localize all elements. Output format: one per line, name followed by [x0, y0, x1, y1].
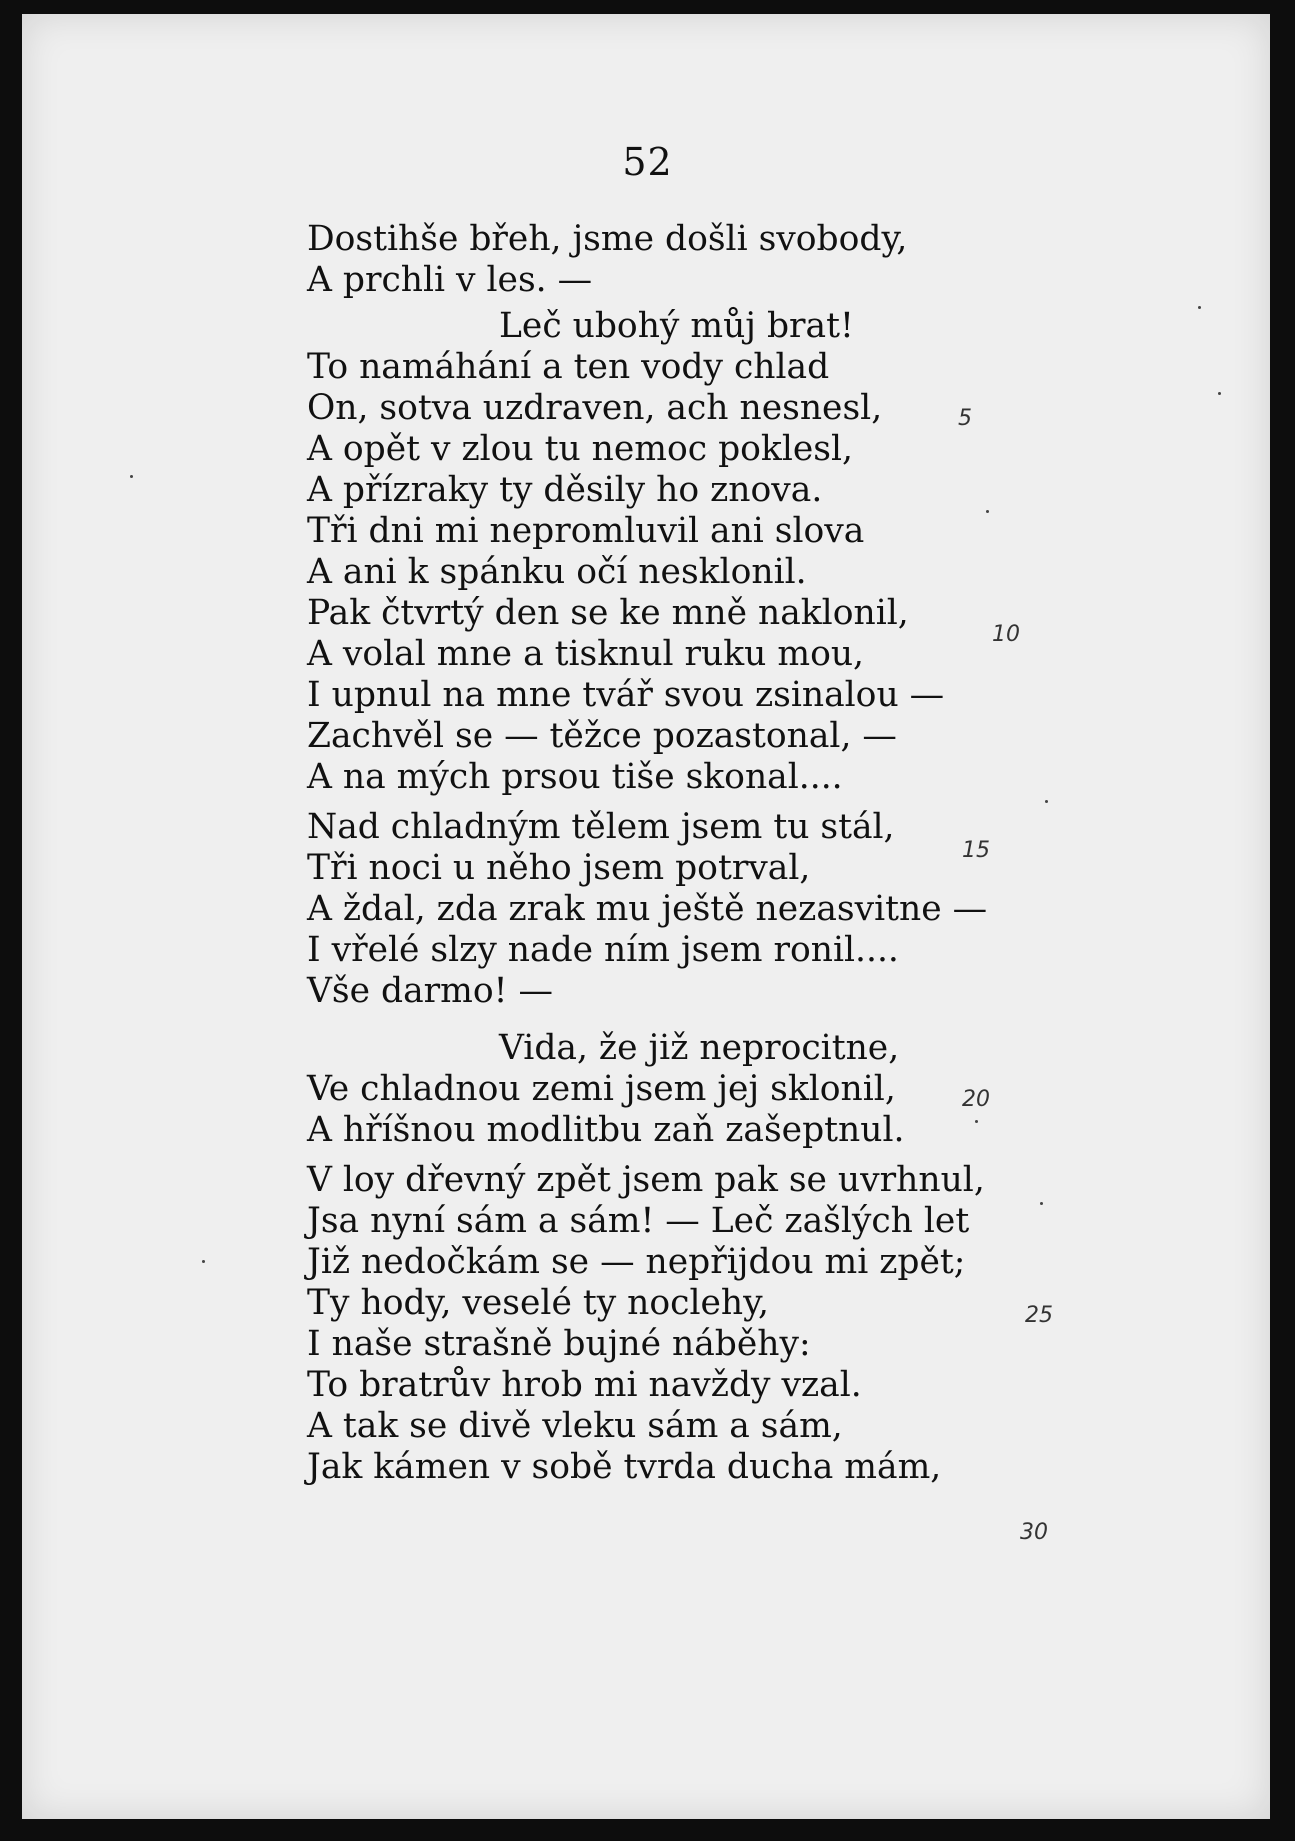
scan-speck: [986, 510, 989, 513]
scan-speck: [130, 475, 133, 478]
margin-note-15: 15: [962, 838, 990, 863]
poem-line: A volal mne a tisknul ruku mou,: [307, 634, 865, 674]
margin-note-30: 30: [1020, 1520, 1048, 1545]
poem-line: Vida, že již neprocitne,: [499, 1028, 900, 1068]
poem-line: To namáhání a ten vody chlad: [307, 347, 830, 387]
stanza-break: [307, 1151, 1107, 1160]
poem-line: Tři dni mi nepromluvil ani slova: [307, 511, 865, 551]
poem-line: To bratrův hrob mi navždy vzal.: [307, 1365, 862, 1405]
poem-line: I upnul na mne tvář svou zsinalou —: [307, 675, 945, 715]
poem-line: Ve chladnou zemi jsem jej sklonil,: [307, 1069, 896, 1109]
poem-line: A hříšnou modlitbu zaň zašeptnul.: [307, 1110, 905, 1150]
page-number: 52: [622, 140, 673, 184]
stanza-break: [307, 798, 1107, 807]
poem-line: Zachvěl se — těžce pozastonal, —: [307, 716, 897, 756]
poem-line: A ani k spánku očí nesklonil.: [307, 552, 807, 592]
poem-line: A opět v zlou tu nemoc poklesl,: [307, 429, 853, 469]
margin-note-25: 25: [1025, 1303, 1053, 1328]
poem-line: A tak se divě vleku sám a sám,: [307, 1406, 843, 1446]
margin-note-10: 10: [992, 622, 1020, 647]
poem-line: Jsa nyní sám a sám! — Leč zašlých let: [307, 1201, 970, 1241]
poem-line: Ty hody, veselé ty noclehy,: [307, 1283, 770, 1323]
poem-line: A prchli v les. —: [307, 260, 593, 300]
scan-speck: [202, 1260, 205, 1263]
margin-note-5: 5: [958, 406, 972, 431]
scan-speck: [1198, 306, 1201, 309]
poem-line: Vše darmo! —: [307, 971, 553, 1011]
poem-line: I vřelé slzy nade ním jsem ronil....: [307, 930, 899, 970]
poem-line: Jak kámen v sobě tvrda ducha mám,: [307, 1447, 942, 1487]
scan-speck: [975, 1120, 978, 1123]
poem-line: A přízraky ty děsily ho znova.: [307, 470, 823, 510]
poem-line: Tři noci u něho jsem potrval,: [307, 848, 811, 888]
poem-line: Leč ubohý můj brat!: [499, 306, 854, 346]
stanza-break: [307, 1012, 1107, 1028]
poem-line: A na mých prsou tiše skonal....: [307, 757, 843, 797]
margin-note-20: 20: [962, 1087, 990, 1112]
poem-line: A ždal, zda zrak mu ještě nezasvitne —: [307, 889, 988, 929]
scan-speck: [1040, 1202, 1043, 1205]
scan-speck: [1045, 800, 1048, 803]
poem-line: Již nedočkám se — nepřijdou mi zpět;: [307, 1242, 966, 1282]
poem-line: Dostihše břeh, jsme došli svobody,: [307, 219, 908, 259]
scan-speck: [1218, 392, 1221, 395]
poem-line: On, sotva uzdraven, ach nesnesl,: [307, 388, 883, 428]
poem-line: Nad chladným tělem jsem tu stál,: [307, 807, 895, 847]
poem-line: I naše strašně bujné náběhy:: [307, 1324, 811, 1364]
poem-line: Pak čtvrtý den se ke mně naklonil,: [307, 593, 909, 633]
poem-line: V loy dřevný zpět jsem pak se uvrhnul,: [307, 1160, 985, 1200]
